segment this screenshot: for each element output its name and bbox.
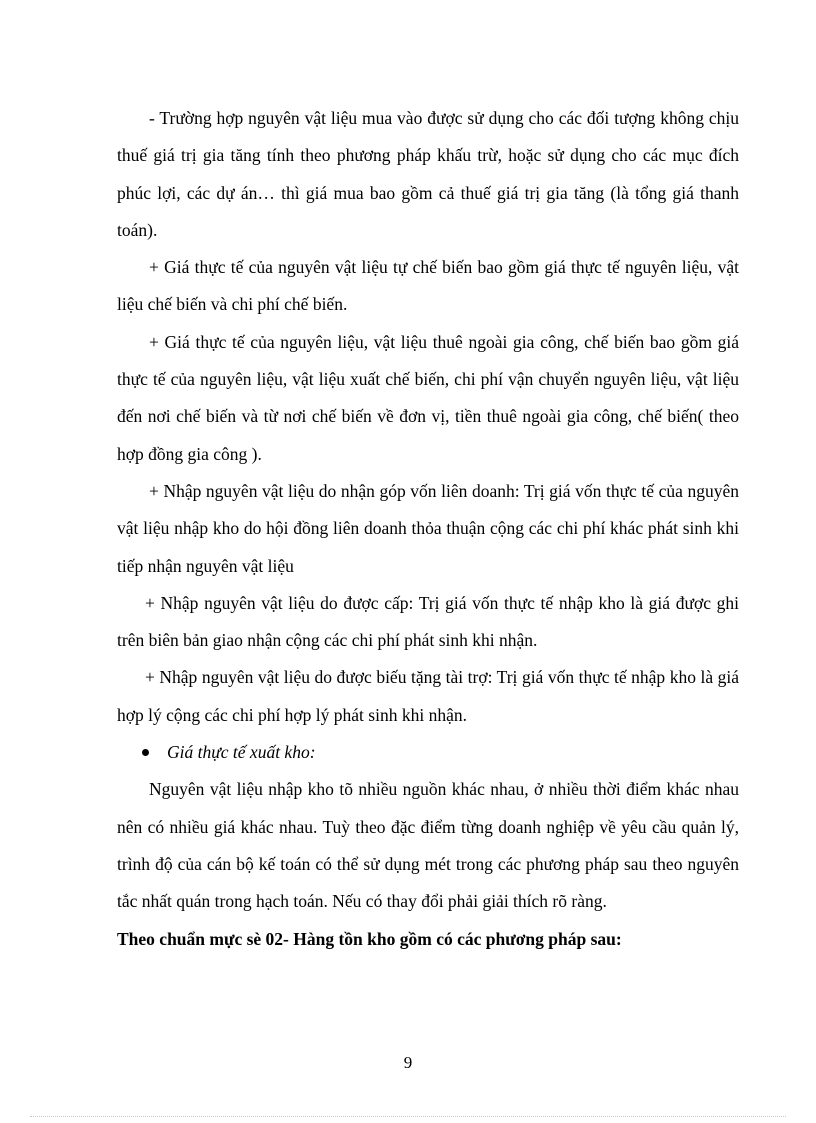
page-number: 9 [403,1053,413,1072]
paragraph-allocated: + Nhập nguyên vật liệu do được cấp: Trị giá vốn thực tế nhập kho là giá được ghi trên biên bản giao nhận cộng các chi phí phát sinh khi nhận. [117,592,739,651]
paragraph-issue-price: Nguyên vật liệu nhập kho tõ nhiều nguồn khác nhau, ở nhiều thời điểm khác nhau nên có nhiều giá khác nhau. Tuỳ theo đặc điểm từng doanh nghiệp về yêu cầu quản lý, trình độ của cán bộ kế toán có thể sử dụng mét trong các phương pháp sau theo nguyên tắc nhất quán trong hạch toán. Nếu có thay đổi phải giải thích rõ ràng. [117,779,739,912]
paragraph-donated: + Nhập nguyên vật liệu do được biếu tặng tài trợ: Trị giá vốn thực tế nhập kho là giá hợp lý cộng các chi phí hợp lý phát sinh khi nhận. [117,667,739,725]
section-heading: Theo chuẩn mực sè 02- Hàng tồn kho gồm có các phương pháp sau: [117,928,622,949]
paragraph-purchased-materials: - Trường hợp nguyên vật liệu mua vào được sử dụng cho các đối tượng không chịu thuế giá trị gia tăng tính theo phương pháp khấu trừ, hoặc sử dụng cho các mục đích phúc lợi, các dự án… thì giá mua bao gồm cả thuế giá trị gia tăng (là tổng giá thanh toán). [117,108,739,240]
footer-divider [30,1116,786,1117]
bullet-text: Giá thực tế xuất kho: [167,742,316,763]
paragraph-joint-venture: + Nhập nguyên vật liệu do nhận góp vốn liên doanh: Trị giá vốn thực tế của nguyên vật liệu nhập kho do hội đồng liên doanh thỏa thuận cộng các chi phí khác phát sinh khi tiếp nhận nguyên vật liệu [117,480,739,576]
bullet-dot-icon [142,749,149,756]
paragraph-outsourced-processing: + Giá thực tế của nguyên liệu, vật liệu thuê ngoài gia công, chế biến bao gồm giá thực tế của nguyên liệu, vật liệu xuất chế biến, chi phí vận chuyển nguyên liệu, vật liệu đến nơi chế biến và từ nơi chế biến về đơn vị, tiền thuê ngoài gia công, chế biến( theo hợp đồng gia công ). [117,331,739,464]
paragraph-self-processed: + Giá thực tế của nguyên vật liệu tự chế biến bao gồm giá thực tế nguyên liệu, vật liệu chế biến và chi phí chế biến. [117,257,739,315]
document-body [117,100,739,958]
bullet-item [117,734,739,771]
